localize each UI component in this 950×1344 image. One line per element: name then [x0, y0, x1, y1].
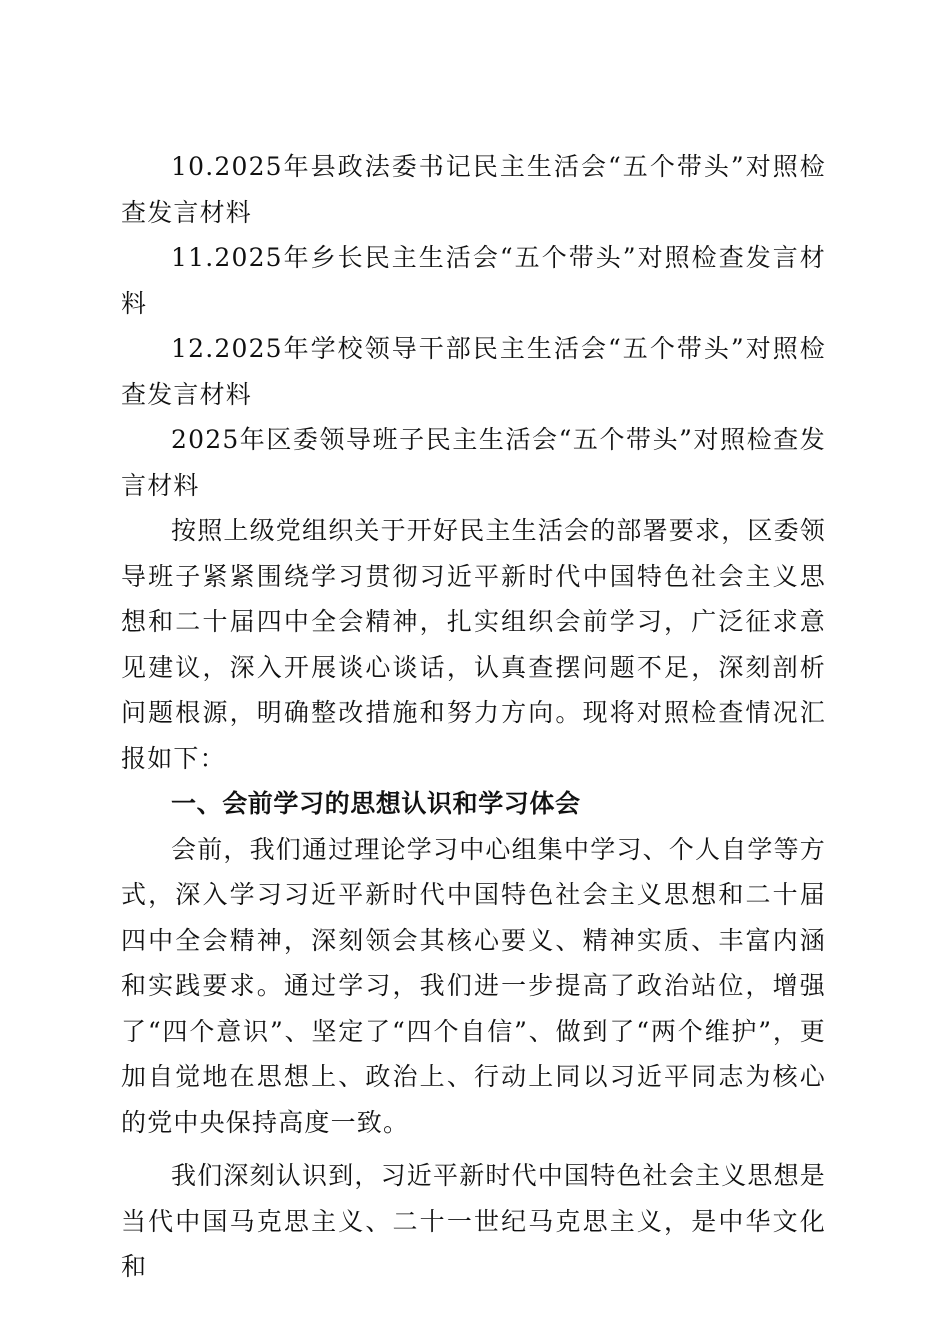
document-title: 2025年区委领导班子民主生活会“五个带头”对照检查发言材料 — [121, 425, 826, 500]
toc-item-11: 11.2025年乡长民主生活会“五个带头”对照检查发言材料 — [121, 243, 826, 318]
section-heading-1: 一、会前学习的思想认识和学习体会 — [171, 789, 581, 818]
intro-paragraph: 按照上级党组织关于开好民主生活会的部署要求，区委领导班子紧紧围绕学习贯彻习近平新时代中国特色社会主义思想和二十届四中全会精神，扎实组织会前学习，广泛征求意见建议，深入开展谈心谈话，认真查摆问题不足，深刻剖析问题根源，明确整改措施和努力方向。现将对照检查情况汇报如下： — [121, 516, 827, 773]
toc-item-10: 10.2025年县政法委书记民主生活会“五个带头”对照检查发言材料 — [121, 152, 826, 227]
body-paragraph-2: 我们深刻认识到，习近平新时代中国特色社会主义思想是当代中国马克思主义、二十一世纪马克思主义，是中华文化和 — [121, 1161, 827, 1281]
body-paragraph-1: 会前，我们通过理论学习中心组集中学习、个人自学等方式，深入学习习近平新时代中国特色社会主义思想和二十届四中全会精神，深刻领会其核心要义、精神实质、丰富内涵和实践要求。通过学习，我们进一步提高了政治站位，增强了“四个意识”、坚定了“四个自信”、做到了“两个维护”，更加自觉地在思想上、政治上、行动上同以习近平同志为核心的党中央保持高度一致。 — [121, 834, 827, 1137]
toc-item-12: 12.2025年学校领导干部民主生活会“五个带头”对照检查发言材料 — [121, 334, 826, 409]
document-body — [121, 144, 826, 1290]
